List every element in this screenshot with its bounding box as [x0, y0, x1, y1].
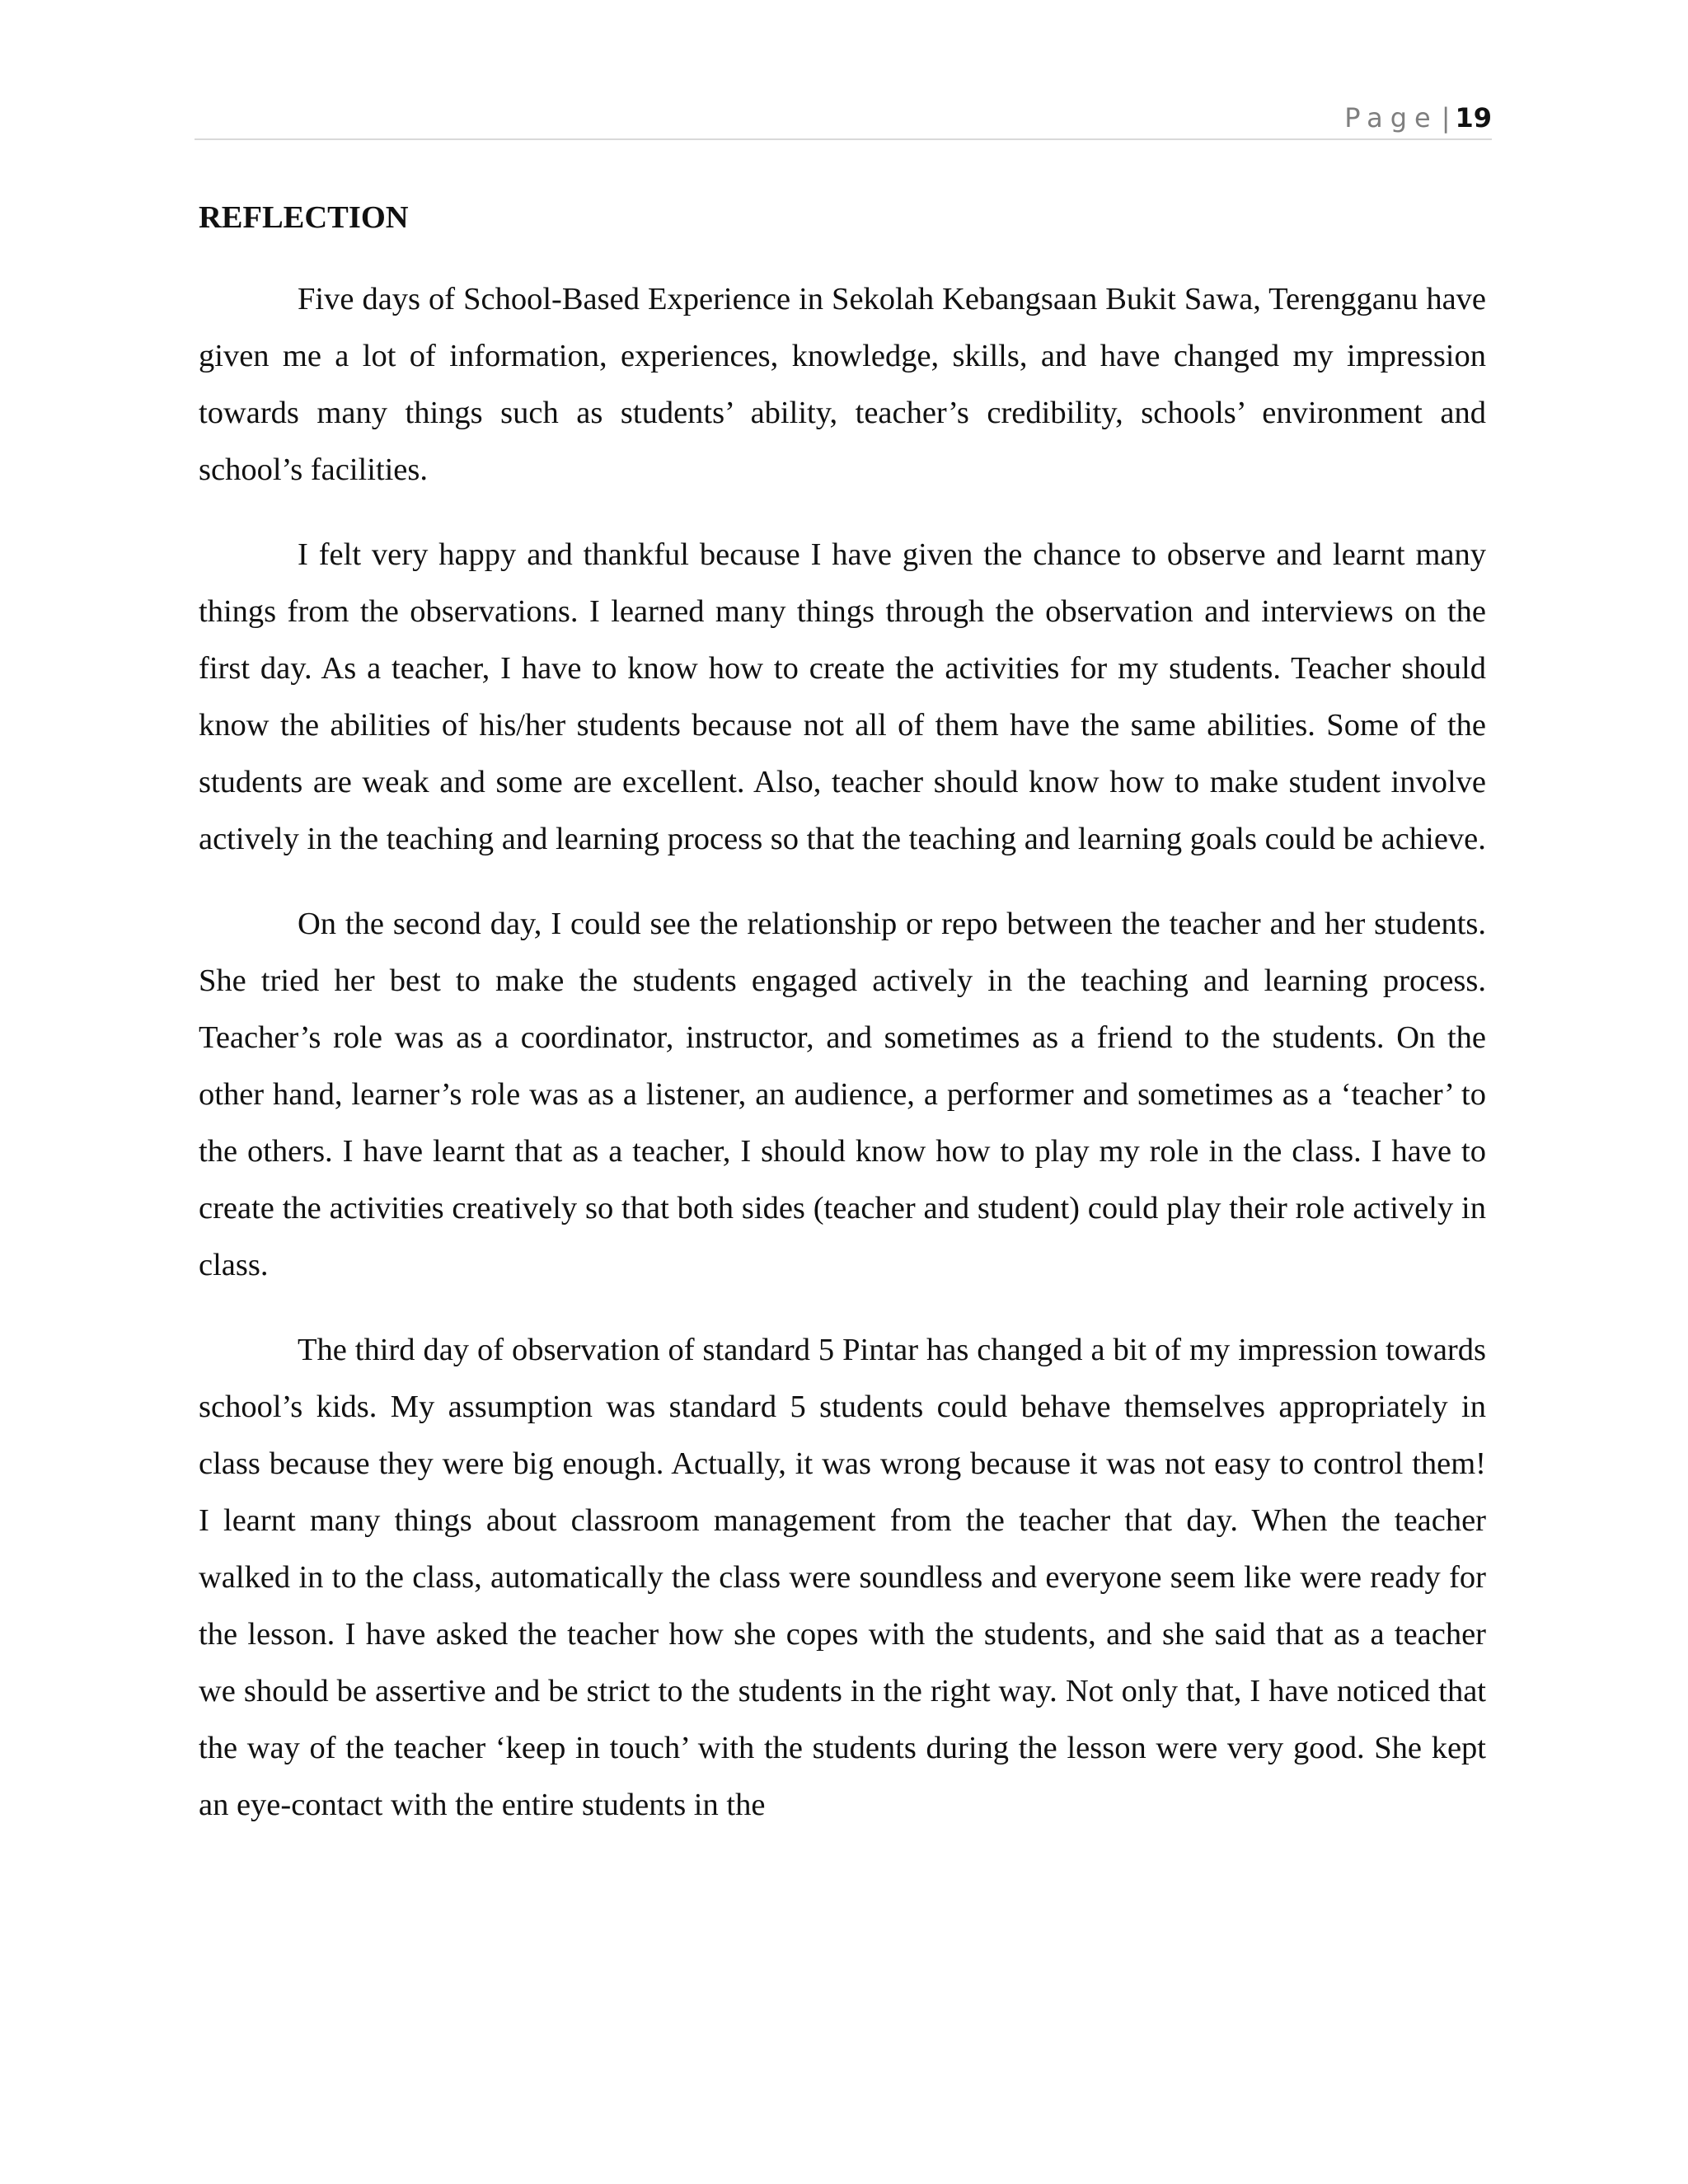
page-separator: | [1441, 102, 1451, 134]
document-body [199, 194, 1486, 1862]
page-label: Page [1344, 102, 1438, 134]
paragraph-4: The third day of observation of standard 5 Pintar has changed a bit of my impression towards school’s kids. My assumption was standard 5 students could behave themselves appropriately in class because they were big enough. Actually, it was wrong because it was not easy to control them! I learnt many things about classroom management from the teacher that day. When the teacher walked in to the class, automatically the class were soundless and everyone seem like were ready for the lesson. I have asked the teacher how she copes with the students, and she said that as a teacher we should be assertive and be strict to the students in the right way. Not only that, I have noticed that the way of the teacher ‘keep in touch’ with the students during the lesson were very good. She kept an eye-contact with the entire students in the [199, 1333, 1486, 1822]
paragraph-3: On the second day, I could see the relationship or repo between the teacher and her students. She tried her best to make the students engaged actively in the teaching and learning process. Teacher’s role was as a coordinator, instructor, and sometimes as a friend to the students. On the other hand, learner’s role was as a listener, an audience, a performer and sometimes as a ‘teacher’ to the others. I have learnt that as a teacher, I should know how to play my role in the class. I have to create the activities creatively so that both sides (teacher and student) could play their role actively in class. [199, 907, 1486, 1282]
section-heading: REFLECTION [199, 200, 409, 235]
paragraph-1: Five days of School-Based Experience in Sekolah Kebangsaan Bukit Sawa, Terengganu have given me a lot of information, experiences, knowledge, skills, and have changed my impression towards many things such as students’ ability, teacher’s credibility, schools’ environment and school’s facilities. [199, 282, 1486, 487]
page-number: 19 [1455, 102, 1492, 134]
page-header [195, 97, 1492, 140]
paragraph-2: I felt very happy and thankful because I have given the chance to observe and learnt many things from the observations. I learned many things through the observation and interviews on the first day. As a teacher, I have to know how to create the activities for my students. Teacher should know the abilities of his/her students because not all of them have the same abilities. Some of the students are weak and some are excellent. Also, teacher should know how to make student involve actively in the teaching and learning process so that the teaching and learning goals could be achieve. [199, 537, 1486, 856]
